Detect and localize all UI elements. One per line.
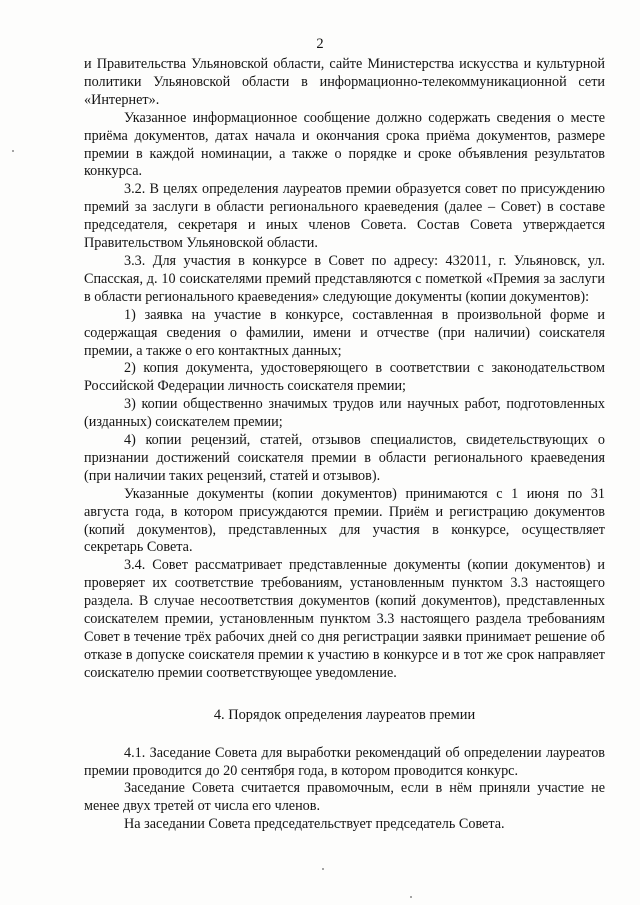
scan-speck [322,868,324,870]
list-item: 1) заявка на участие в конкурсе, составленная в произвольной форме и содержащая сведения о фамилии, имени и отчестве (при наличии) соискателя премии, а также о его контактных данных; [84,306,605,359]
list-item: 2) копия документа, удостоверяющего в соответствии с законодательством Российской Федерации личность соискателя премии; [84,360,605,395]
paragraph: Указанные документы (копии документов) принимаются с 1 июня по 31 августа года, в котором присуждаются премии. Приём и регистрацию документов (копий документов), представленных для участия в конкурсе, осуществляет секретарь Совета. [84,485,605,556]
paragraph: Указанное информационное сообщение должно содержать сведения о месте приёма документов, датах начала и окончания срока приёма документов, размере премии в каждой номинации, а также о порядке и сроке объявления результатов конкурса. [84,109,605,180]
scan-speck [410,896,412,898]
paragraph: и Правительства Ульяновской области, сайте Министерства искусства и культурной политики Ульяновской области в информационно-телекоммуникационной сети «Интернет». [84,56,605,108]
page-number: 2 [316,36,324,52]
list-item: 4) копии рецензий, статей, отзывов специалистов, свидетельствующих о признании достижений соискателя премии в области регионального краеведения (при наличии таких рецензий, статей и отзывов). [84,432,605,484]
list-item: 3) копии общественно значимых трудов или научных работ, подготовленных (изданных) соискателем премии; [84,396,605,431]
paragraph: 3.3. Для участия в конкурсе в Совет по адресу: 432011, г. Ульяновск, ул. Спасская, д. 10 соискателями премий представляются с пометкой «Премия за заслуги в области регионального краеведения» следующие документы (копии документов): [84,252,605,305]
section-heading: 4. Порядок определения лауреатов премии [213,706,476,723]
paragraph: 3.2. В целях определения лауреатов премии образуется совет по присуждению премий за заслуги в области регионального краеведения (далее – Совет) в составе председателя, секретаря и иных членов Совета. Состав Совета утверждается Правительством Ульяновской области. [84,181,605,252]
paragraph: 4.1. Заседание Совета для выработки рекомендаций об определении лауреатов премии проводится до 20 сентября года, в котором проводится конкурс. [84,744,605,779]
paragraph: На заседании Совета председательствует председатель Совета. [124,816,505,833]
document-body [84,56,605,834]
paragraph: 3.4. Совет рассматривает представленные документы (копии документов) и проверяет их соответствие требованиям, установленным пунктом 3.3 настоящего раздела. В случае несоответствия документов (копий документов), представленных соискателем премии, установленным пунктом 3.3 настоящего раздела требованиям Совет в течение трёх рабочих дней со дня регистрации заявки принимает решение об отказе в допуске соискателя премии к участию в конкурсе и в тот же срок направляет соискателю премии соответствующее уведомление. [84,557,605,681]
paragraph: Заседание Совета считается правомочным, если в нём приняли участие не менее двух третей от числа его членов. [84,780,605,815]
scan-speck [12,150,14,152]
